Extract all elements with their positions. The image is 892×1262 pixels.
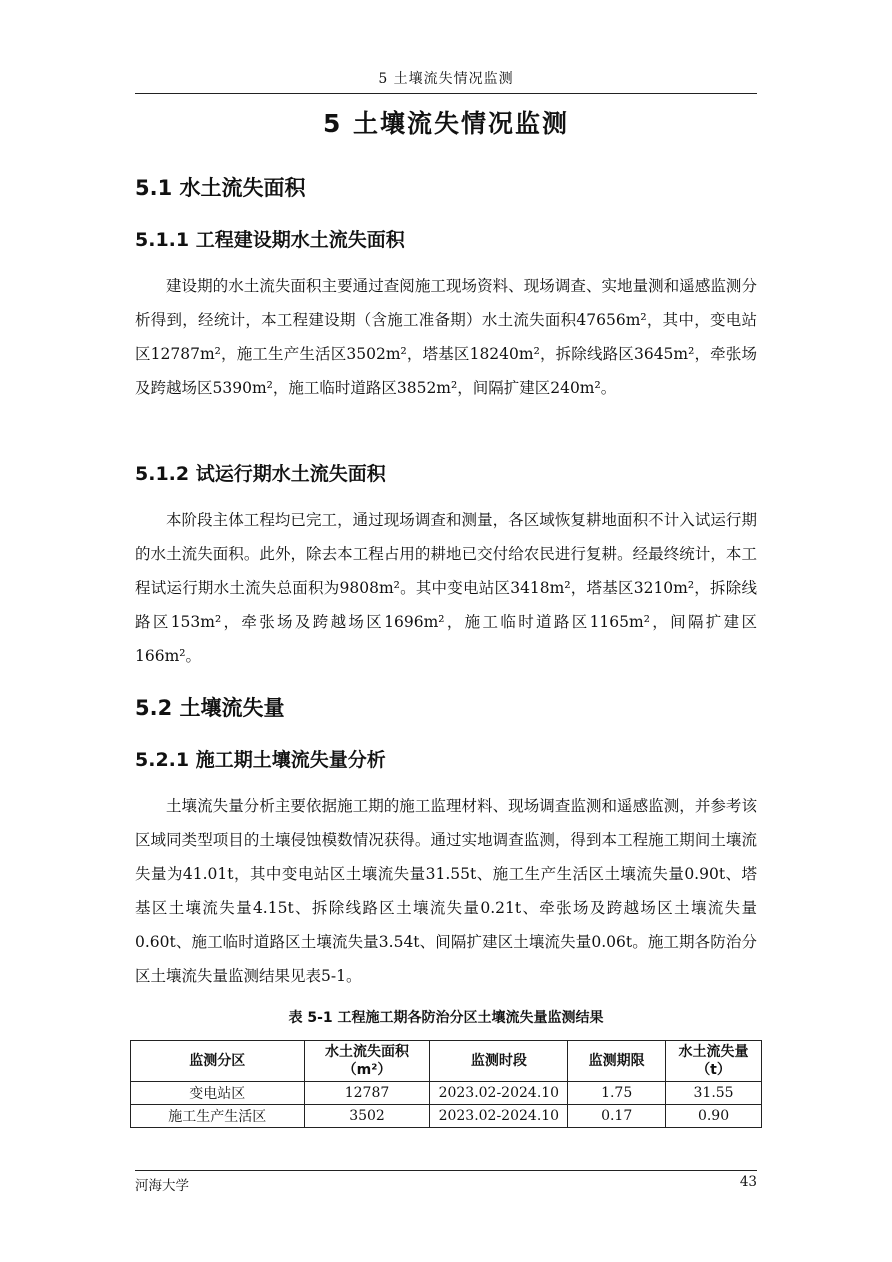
section-5-2-1-body [135,789,757,993]
header-period: 监测时段 [430,1041,568,1082]
header-loss-line1: 水土流失量 [678,1044,749,1060]
paragraph: 建设期的水土流失面积主要通过查阅施工现场资料、现场调查、实地量测和遥感监测分析得到，经统计，本工程建设期（含施工准备期）水土流失面积47656m²，其中，变电站区12787m²，施工生产生活区3502m²，塔基区18240m²，拆除线路区3645m²，牵张场及跨越场区5390m²，施工临时道路区3852m²，间隔扩建区240m²。 [135,277,757,397]
cell-area: 3502 [304,1105,430,1128]
cell-duration: 0.17 [568,1105,666,1128]
cell-loss: 31.55 [666,1082,762,1105]
section-5-2-1-heading: 5.2.1 施工期土壤流失量分析 [135,749,386,771]
footer-divider [135,1170,757,1171]
section-5-1-1-body [135,269,757,405]
header-duration: 监测期限 [568,1041,666,1082]
section-5-2-heading: 5.2 土壤流失量 [135,696,285,720]
paragraph: 土壤流失量分析主要依据施工期的施工监理材料、现场调查监测和遥感监测，并参考该区域同类型项目的土壤侵蚀模数情况获得。通过实地调查监测，得到本工程施工期间土壤流失量为41.01t，其中变电站区土壤流失量31.55t、施工生产生活区土壤流失量0.90t、塔基区土壤流失量4.15t、拆除线路区土壤流失量0.21t、牵张场及跨越场区土壤流失量0.60t、施工临时道路区土壤流失量3.54t、间隔扩建区土壤流失量0.06t。施工期各防治分区土壤流失量监测结果见表5-1。 [135,797,757,985]
page-title: 5 土壤流失情况监测 [322,109,570,138]
footer-institution: 河海大学 [135,1178,189,1194]
table-row [131,1105,762,1128]
header-area-line2: （m²） [342,1062,392,1078]
table-caption: 表 5-1 工程施工期各防治分区土壤流失量监测结果 [288,1010,604,1026]
paragraph: 本阶段主体工程均已完工，通过现场调查和测量，各区域恢复耕地面积不计入试运行期的水土流失面积。此外，除去本工程占用的耕地已交付给农民进行复耕。经最终统计，本工程试运行期水土流失总面积为9808m²。其中变电站区3418m²，塔基区3210m²，拆除线路区153m²，牵张场及跨越场区1696m²，施工临时道路区1165m²，间隔扩建区166m²。 [135,511,757,665]
section-5-1-2-body [135,503,757,673]
cell-period: 2023.02-2024.10 [430,1105,568,1128]
cell-duration: 1.75 [568,1082,666,1105]
header-loss [666,1041,762,1082]
monitoring-results-table [130,1040,762,1128]
header-loss-line2: （t） [696,1062,731,1078]
section-5-1-heading: 5.1 水土流失面积 [135,176,306,200]
cell-area: 12787 [304,1082,430,1105]
running-header: 5 土壤流失情况监测 [135,68,757,94]
section-5-1-1-heading: 5.1.1 工程建设期水土流失面积 [135,229,405,251]
cell-zone: 施工生产生活区 [131,1105,305,1128]
page-number: 43 [739,1174,757,1190]
cell-zone: 变电站区 [131,1082,305,1105]
header-area-line1: 水土流失面积 [325,1044,410,1060]
header-area [304,1041,430,1082]
table-header-row [131,1041,762,1082]
cell-period: 2023.02-2024.10 [430,1082,568,1105]
section-5-1-2-heading: 5.1.2 试运行期水土流失面积 [135,463,386,485]
table-row [131,1082,762,1105]
cell-loss: 0.90 [666,1105,762,1128]
header-zone: 监测分区 [131,1041,305,1082]
